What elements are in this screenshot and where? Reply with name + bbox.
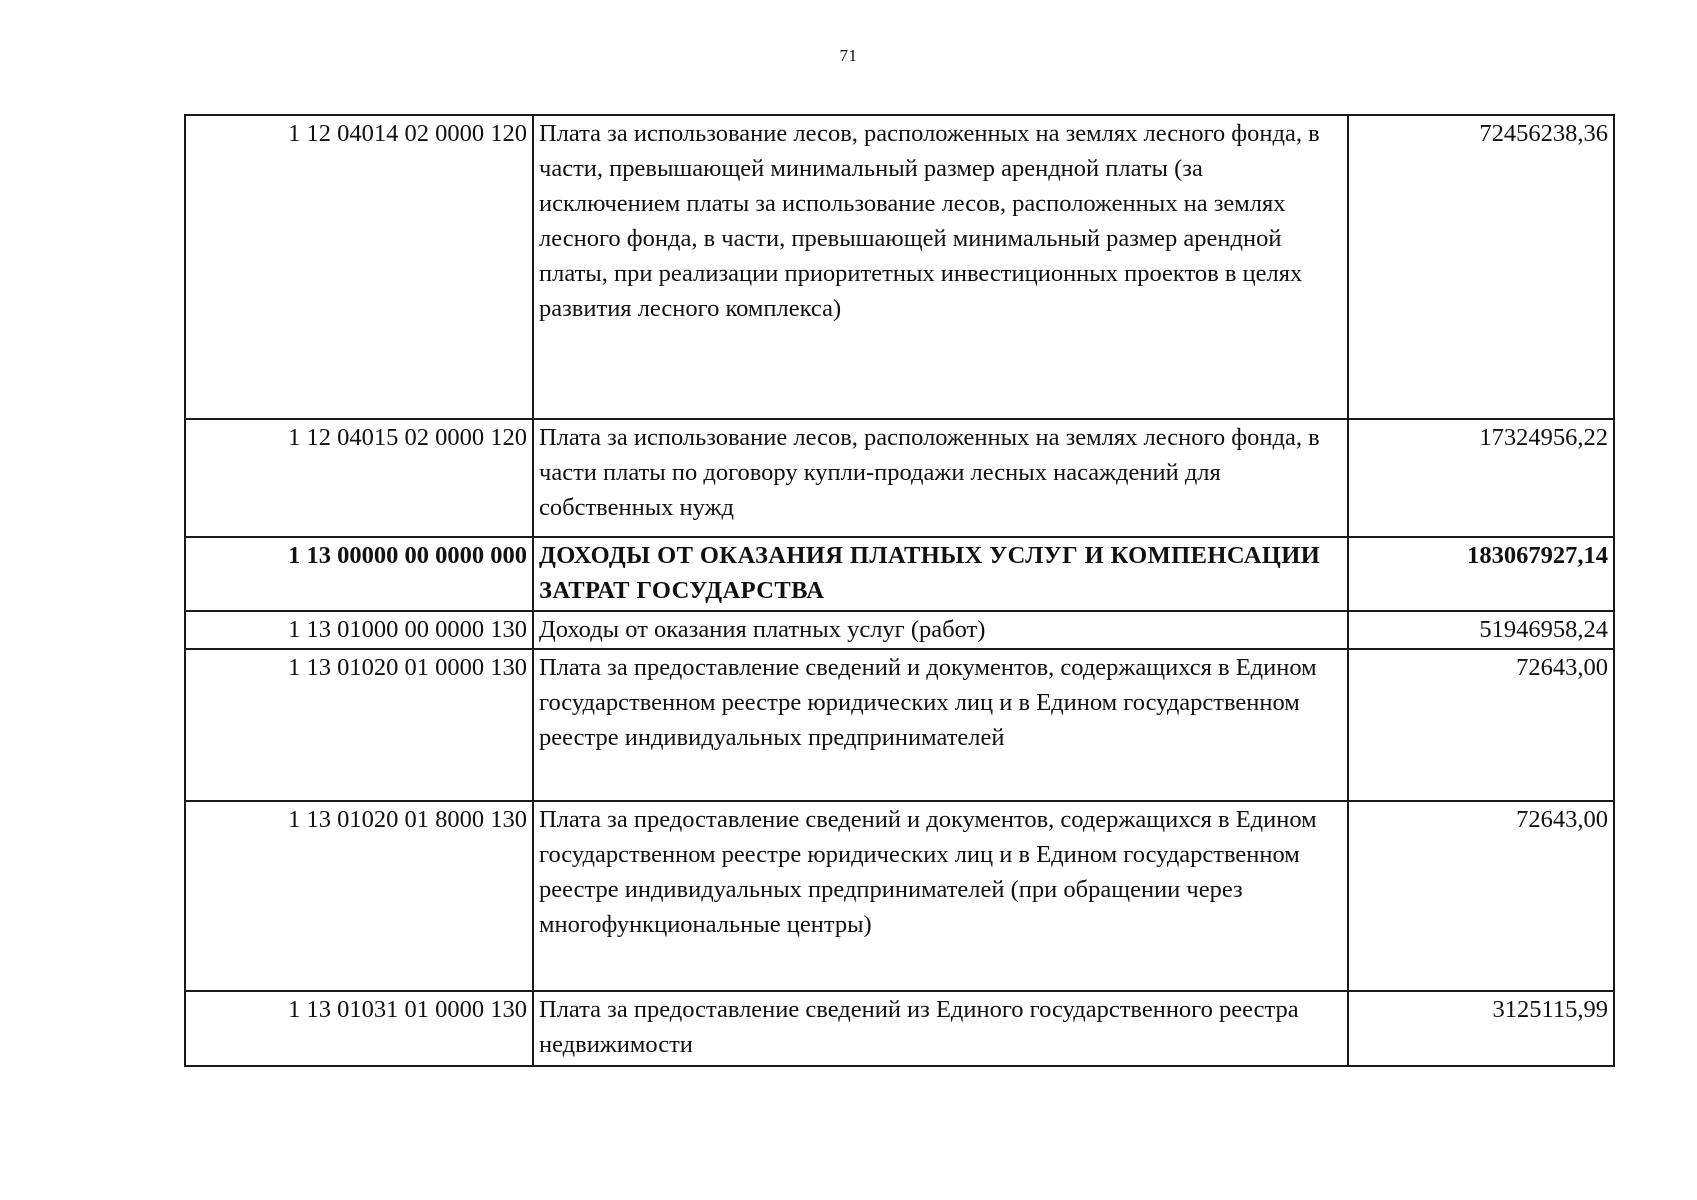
- budget-revenue-table: [184, 114, 1615, 1067]
- description-cell: Плата за предоставление сведений из Единого государственного реестра недвижимости: [533, 991, 1348, 1066]
- description-cell: Плата за использование лесов, расположенных на землях лесного фонда, в части, превышающей минимальный размер арендной платы (за исключением платы за использование лесов, расположенных на землях лесного фонда, в части, превышающей минимальный размер арендной платы, при реализации приоритетных инвестиционных проектов в целях развития лесного комплекса): [533, 115, 1348, 419]
- budget-code-cell: 1 12 04014 02 0000 120: [185, 115, 533, 419]
- amount-cell: 17324956,22: [1348, 419, 1614, 537]
- table-row-section-total: [185, 537, 1614, 611]
- budget-code-cell: 1 13 01031 01 0000 130: [185, 991, 533, 1066]
- description-cell: Доходы от оказания платных услуг (работ): [533, 611, 1348, 649]
- table-row: [185, 419, 1614, 537]
- table-row: [185, 115, 1614, 419]
- budget-code-cell: 1 13 00000 00 0000 000: [185, 537, 533, 611]
- amount-cell: 3125115,99: [1348, 991, 1614, 1066]
- description-cell: Плата за использование лесов, расположенных на землях лесного фонда, в части платы по договору купли-продажи лесных насаждений для собственных нужд: [533, 419, 1348, 537]
- description-cell: Плата за предоставление сведений и документов, содержащихся в Едином государственном реестре юридических лиц и в Едином государственном реестре индивидуальных предпринимателей: [533, 649, 1348, 801]
- amount-cell: 183067927,14: [1348, 537, 1614, 611]
- table-row: [185, 991, 1614, 1066]
- table-row: [185, 801, 1614, 991]
- budget-code-cell: 1 12 04015 02 0000 120: [185, 419, 533, 537]
- description-cell: ДОХОДЫ ОТ ОКАЗАНИЯ ПЛАТНЫХ УСЛУГ И КОМПЕНСАЦИИ ЗАТРАТ ГОСУДАРСТВА: [533, 537, 1348, 611]
- table-row: [185, 649, 1614, 801]
- amount-cell: 72643,00: [1348, 649, 1614, 801]
- table-row: [185, 611, 1614, 649]
- amount-cell: 51946958,24: [1348, 611, 1614, 649]
- page-number: 71: [839, 46, 858, 65]
- budget-code-cell: 1 13 01020 01 8000 130: [185, 801, 533, 991]
- amount-cell: 72456238,36: [1348, 115, 1614, 419]
- budget-code-cell: 1 13 01020 01 0000 130: [185, 649, 533, 801]
- budget-code-cell: 1 13 01000 00 0000 130: [185, 611, 533, 649]
- description-cell: Плата за предоставление сведений и документов, содержащихся в Едином государственном реестре юридических лиц и в Едином государственном реестре индивидуальных предпринимателей (при обращении через многофункциональные центры): [533, 801, 1348, 991]
- amount-cell: 72643,00: [1348, 801, 1614, 991]
